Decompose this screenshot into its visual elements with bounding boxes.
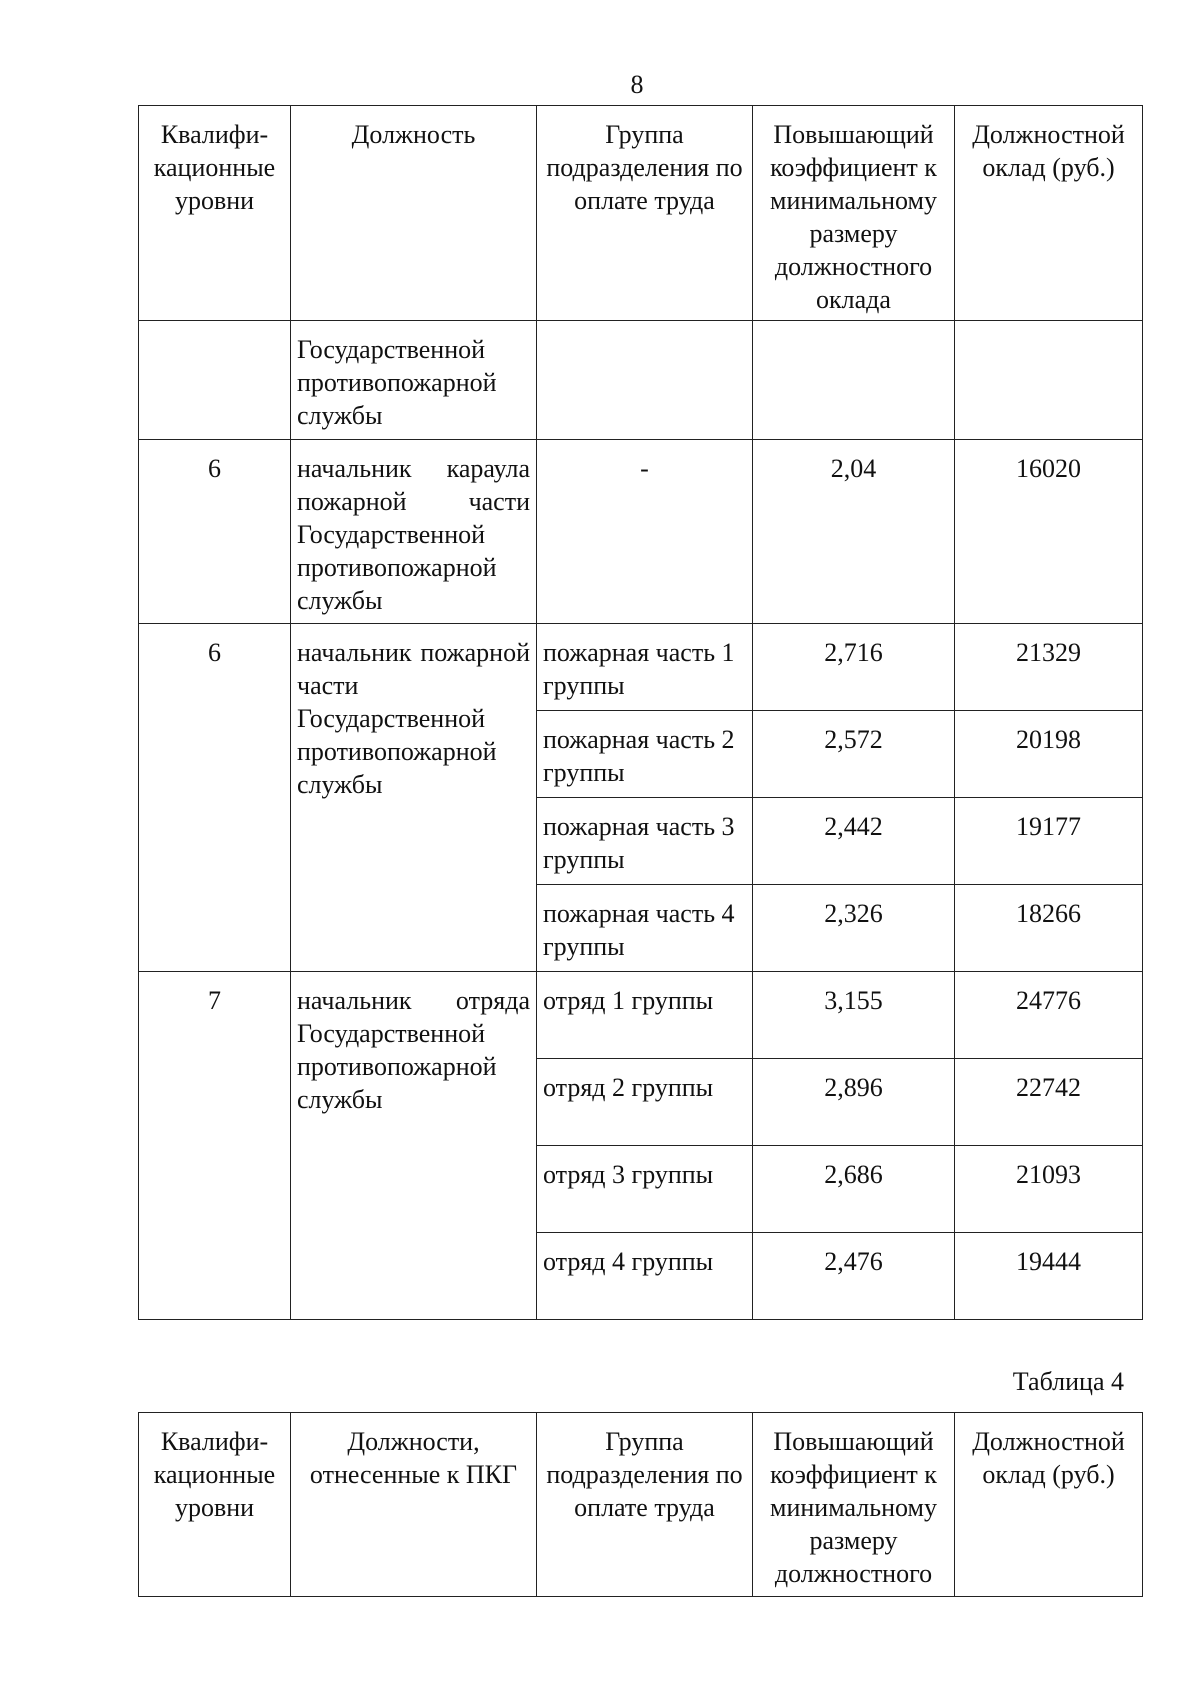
position-cell: начальник пожарной части Государственной противопожарной службы: [291, 624, 537, 972]
level-cell: 7: [139, 972, 291, 1320]
group-cell: отряд 2 группы: [537, 1059, 753, 1146]
table-row: [139, 321, 1143, 440]
table-row: [139, 972, 1143, 1059]
salary-cell: 18266: [955, 885, 1143, 972]
coef-cell: 2,716: [753, 624, 955, 711]
header-qualification-levels: Квалифи-кационные уровни: [139, 106, 291, 321]
group-cell: отряд 3 группы: [537, 1146, 753, 1233]
table-header-row: [139, 106, 1143, 321]
header-positions-pkg: Должности, отнесенные к ПКГ: [291, 1413, 537, 1597]
header-pay-group: Группа подразделения по оплате труда: [537, 106, 753, 321]
coef-cell: 2,326: [753, 885, 955, 972]
salary-cell: 20198: [955, 711, 1143, 798]
salary-cell: 21093: [955, 1146, 1143, 1233]
coef-cell: 2,896: [753, 1059, 955, 1146]
coef-cell: [753, 321, 955, 440]
group-cell: -: [537, 440, 753, 624]
group-cell: пожарная часть 2 группы: [537, 711, 753, 798]
header-coefficient: Повышающий коэффициент к минимальному размеру должностного оклада: [753, 106, 955, 321]
coef-cell: 2,686: [753, 1146, 955, 1233]
position-cell: начальник отряда Государственной противопожарной службы: [291, 972, 537, 1320]
salary-cell: [955, 321, 1143, 440]
header-salary: Должностной оклад (руб.): [955, 106, 1143, 321]
coef-cell: 2,442: [753, 798, 955, 885]
coef-cell: 3,155: [753, 972, 955, 1059]
salary-cell: 19444: [955, 1233, 1143, 1320]
header-pay-group: Группа подразделения по оплате труда: [537, 1413, 753, 1597]
salary-cell: 16020: [955, 440, 1143, 624]
group-cell: пожарная часть 3 группы: [537, 798, 753, 885]
level-cell: 6: [139, 440, 291, 624]
table-row: [139, 440, 1143, 624]
group-cell: [537, 321, 753, 440]
group-cell: отряд 4 группы: [537, 1233, 753, 1320]
group-cell: отряд 1 группы: [537, 972, 753, 1059]
table-row: [139, 624, 1143, 711]
salary-cell: 22742: [955, 1059, 1143, 1146]
header-qualification-levels: Квалифи-кационные уровни: [139, 1413, 291, 1597]
level-cell: [139, 321, 291, 440]
group-cell: пожарная часть 4 группы: [537, 885, 753, 972]
position-cell: Государственной противопожарной службы: [291, 321, 537, 440]
salary-cell: 19177: [955, 798, 1143, 885]
coef-cell: 2,572: [753, 711, 955, 798]
salary-cell: 21329: [955, 624, 1143, 711]
header-coefficient: Повышающий коэффициент к минимальному размеру должностного: [753, 1413, 955, 1597]
header-position: Должность: [291, 106, 537, 321]
coef-cell: 2,476: [753, 1233, 955, 1320]
table-header-row: [139, 1413, 1143, 1597]
position-cell: начальник караула пожарной части Государственной противопожарной службы: [291, 440, 537, 624]
header-salary: Должностной оклад (руб.): [955, 1413, 1143, 1597]
level-cell: 6: [139, 624, 291, 972]
table-4-caption: Таблица 4: [1012, 1367, 1124, 1396]
coef-cell: 2,04: [753, 440, 955, 624]
page-number: 8: [630, 70, 644, 99]
group-cell: пожарная часть 1 группы: [537, 624, 753, 711]
salary-table-4: [138, 1412, 1143, 1597]
salary-table-3: [138, 105, 1143, 1320]
salary-cell: 24776: [955, 972, 1143, 1059]
